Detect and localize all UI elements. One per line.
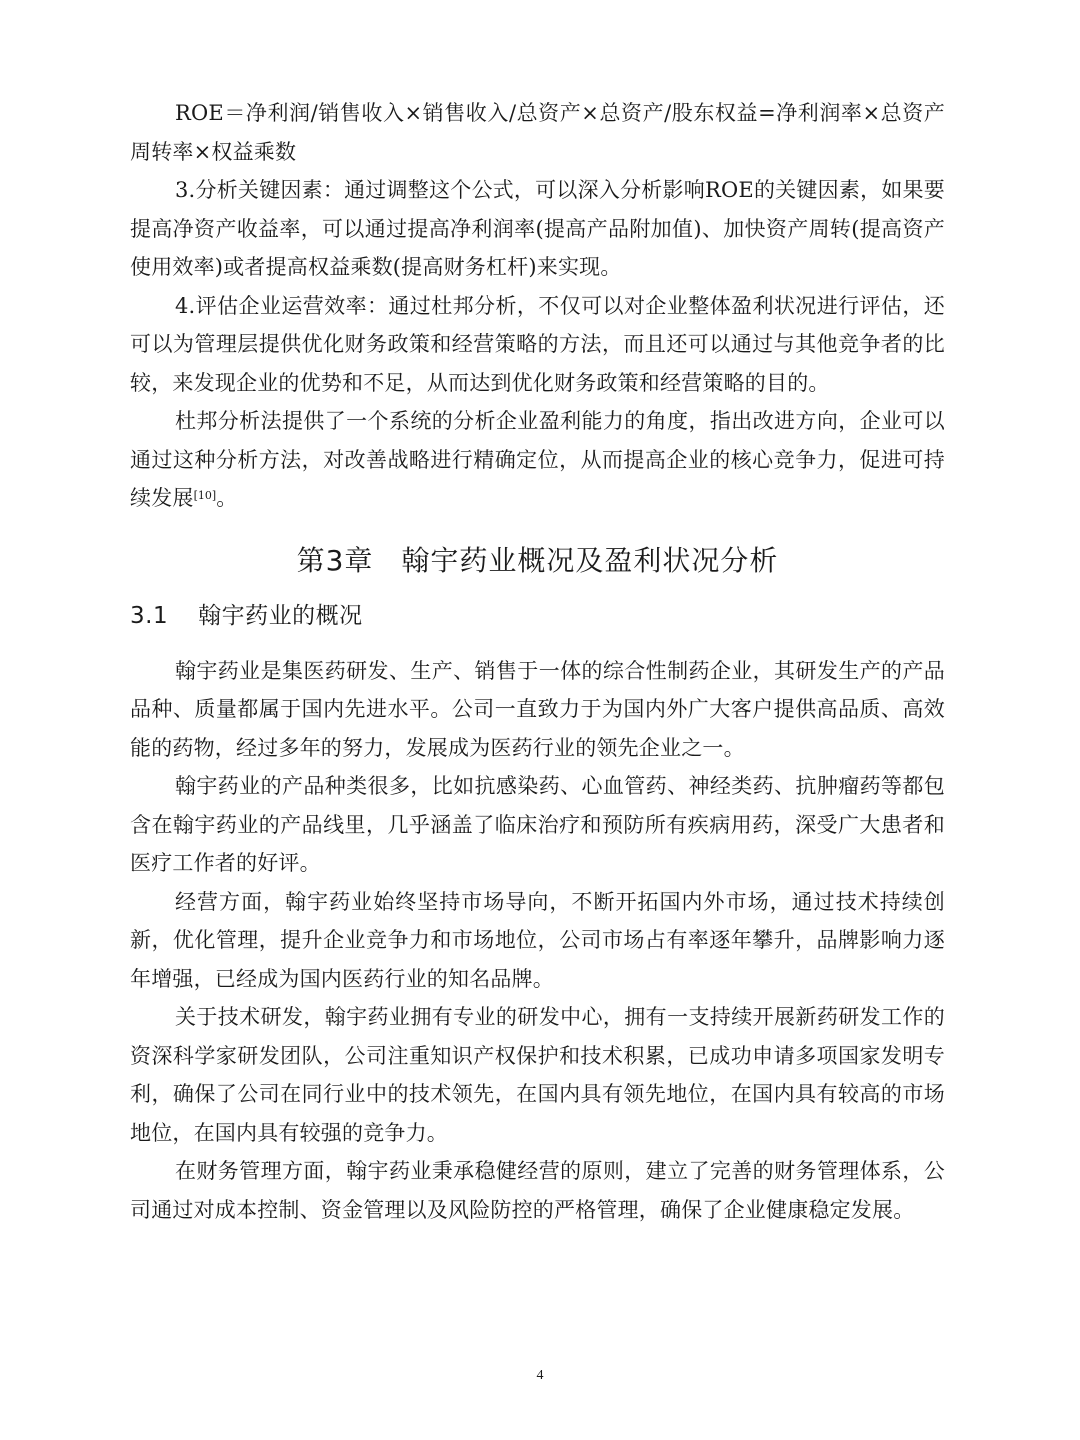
dupont-summary-paragraph: [130, 402, 945, 518]
section-title-text: 翰宇药业的概况: [198, 602, 363, 629]
company-overview-paragraph: 翰宇药业是集医药研发、生产、销售于一体的综合性制药企业，其研发生产的产品品种、质量都属于国内先进水平。公司一直致力于为国内外广大客户提供高品质、高效能的药物，经过多年的努力，发展成为医药行业的领先企业之一。: [130, 658, 945, 760]
chapter-number: 第3章: [296, 543, 374, 577]
section-heading: [130, 594, 945, 638]
roe-formula-paragraph: ROE＝净利润/销售收入×销售收入/总资产×总资产/股东权益=净利润率×总资产周转率×权益乘数: [130, 101, 945, 164]
dupont-summary-text: 杜邦分析法提供了一个系统的分析企业盈利能力的角度，指出改进方向，企业可以通过这种分析方法，对改善战略进行精确定位，从而提高企业的核心竞争力，促进可持续发展: [130, 409, 945, 510]
dupont-summary-end: 。: [216, 486, 238, 510]
key-factors-paragraph: 3.分析关键因素：通过调整这个公式，可以深入分析影响ROE的关键因素，如果要提高净资产收益率，可以通过提高净利润率(提高产品附加值)、加快资产周转(提高资产使用效率)或者提高权益乘数(提高财务杠杆)来实现。: [130, 178, 945, 279]
page-content: [130, 94, 945, 1229]
efficiency-paragraph: 4.评估企业运营效率：通过杜邦分析，不仅可以对企业整体盈利状况进行评估，还可以为管理层提供优化财务政策和经营策略的方法，而且还可以通过与其他竞争者的比较，来发现企业的优势和不足，从而达到优化财务政策和经营策略的目的。: [130, 293, 945, 395]
page-number: 4: [536, 1368, 544, 1383]
rnd-paragraph: 关于技术研发，翰宇药业拥有专业的研发中心，拥有一支持续开展新药研发工作的资深科学家研发团队，公司注重知识产权保护和技术积累，已成功申请多项国家发明专利，确保了公司在同行业中的技术领先，在国内具有领先地位，在国内具有较高的市场地位，在国内具有较强的竞争力。: [130, 1005, 945, 1145]
operations-paragraph: 经营方面，翰宇药业始终坚持市场导向，不断开拓国内外市场，通过技术持续创新，优化管理，提升企业竞争力和市场地位，公司市场占有率逐年攀升，品牌影响力逐年增强，已经成为国内医药行业的知名品牌。: [130, 889, 945, 991]
citation-ref: [10]: [193, 489, 217, 502]
section-number: 3.1: [130, 602, 169, 629]
finance-management-paragraph: 在财务管理方面，翰宇药业秉承稳健经营的原则，建立了完善的财务管理体系，公司通过对成本控制、资金管理以及风险防控的严格管理，确保了企业健康稳定发展。: [130, 1159, 945, 1222]
product-line-paragraph: 翰宇药业的产品种类很多，比如抗感染药、心血管药、神经类药、抗肿瘤药等都包含在翰宇药业的产品线里，几乎涵盖了临床治疗和预防所有疾病用药，深受广大患者和医疗工作者的好评。: [130, 774, 945, 875]
chapter-title-text: 翰宇药业概况及盈利状况分析: [401, 543, 779, 577]
chapter-heading: [130, 536, 945, 586]
